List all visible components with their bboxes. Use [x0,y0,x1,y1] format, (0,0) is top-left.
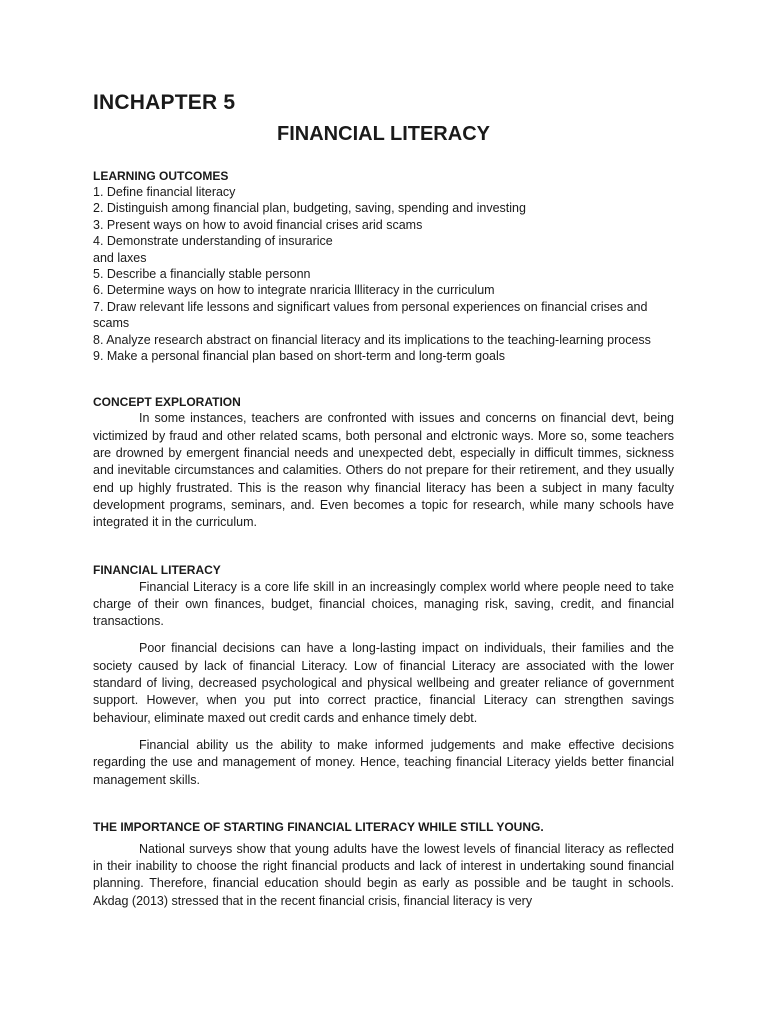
outcome-item: 5. Describe a financially stable personn [93,267,311,282]
outcome-item: 2. Distinguish among financial plan, budgeting, saving, spending and investing [93,201,526,216]
paragraph: Financial ability us the ability to make informed judgements and make effective decisions regarding the use and management of money. Hence, teaching financial Literacy yields better financial management skills. [93,737,674,787]
chapter-label: INCHAPTER 5 [93,91,236,114]
outcome-item: 6. Determine ways on how to integrate nraricia llliteracy in the curriculum [93,283,495,298]
paragraph: In some instances, teachers are confronted with issues and concerns on financial devt, being victimized by fraud and other related scams, both personal and elctronic ways. More so, some teachers are drowned by emergent financial needs and unexpected debt, especially in difficult timmes, sickness and inevitable circumstances and calamities. Others do not prepare for their retirement, and they usually end up highly frustrated. This is the reason why financial literacy has been a subject in many faculty development programs, seminars, and. Even becomes a topic for research, while many schools have integrated it in the curriculum. [93,411,674,530]
paragraph: Poor financial decisions can have a long-lasting impact on individuals, their families and the society caused by lack of financial Literacy. Low of financial Literacy are associated with the lower standard of living, decreased psychological and physical wellbeing and greater reliance of government support. However, when you put into correct practice, financial Literacy can strengthen savings behaviour, eliminate maxed out credit cards and enhance timely debt. [93,641,674,725]
outcome-item: 7. Draw relevant life lessons and significart values from personal experiences on financial crises and scams [93,299,648,331]
paragraph: Financial Literacy is a core life skill in an increasingly complex world where people need to take charge of their own finances, budget, financial choices, managing risk, saving, credit, and financial transactions. [93,579,674,629]
outcome-item: and laxes [93,250,147,265]
outcome-item: 3. Present ways on how to avoid financial crises arid scams [93,217,423,232]
concept-exploration-heading: CONCEPT EXPLORATION [93,395,241,410]
learning-outcomes-section [93,168,674,364]
outcome-item: 4. Demonstrate understanding of insurarice [93,234,333,249]
document-body [93,90,674,910]
document-title: FINANCIAL LITERACY [277,123,490,145]
importance-section [93,819,674,910]
financial-literacy-heading: FINANCIAL LITERACY [93,562,221,577]
outcome-item: 1. Define financial literacy [93,185,236,199]
outcome-item: 9. Make a personal financial plan based on short-term and long-term goals [93,349,506,364]
concept-exploration-section [93,394,674,531]
learning-outcomes-heading: LEARNING OUTCOMES [93,169,229,183]
importance-heading: THE IMPORTANCE OF STARTING FINANCIAL LITERACY WHILE STILL YOUNG. [93,819,544,834]
outcome-item: 8. Analyze research abstract on financial literacy and its implications to the teaching-learning process [93,332,651,347]
paragraph: National surveys show that young adults have the lowest levels of financial literacy as reflected in their inability to choose the right financial products and lack of interest in undertaking sound financial planning. Therefore, financial education should begin as early as possible and be taught in schools. Akdag (2013) stressed that in the recent financial crisis, financial literacy is very [93,841,674,908]
financial-literacy-section [93,562,674,789]
